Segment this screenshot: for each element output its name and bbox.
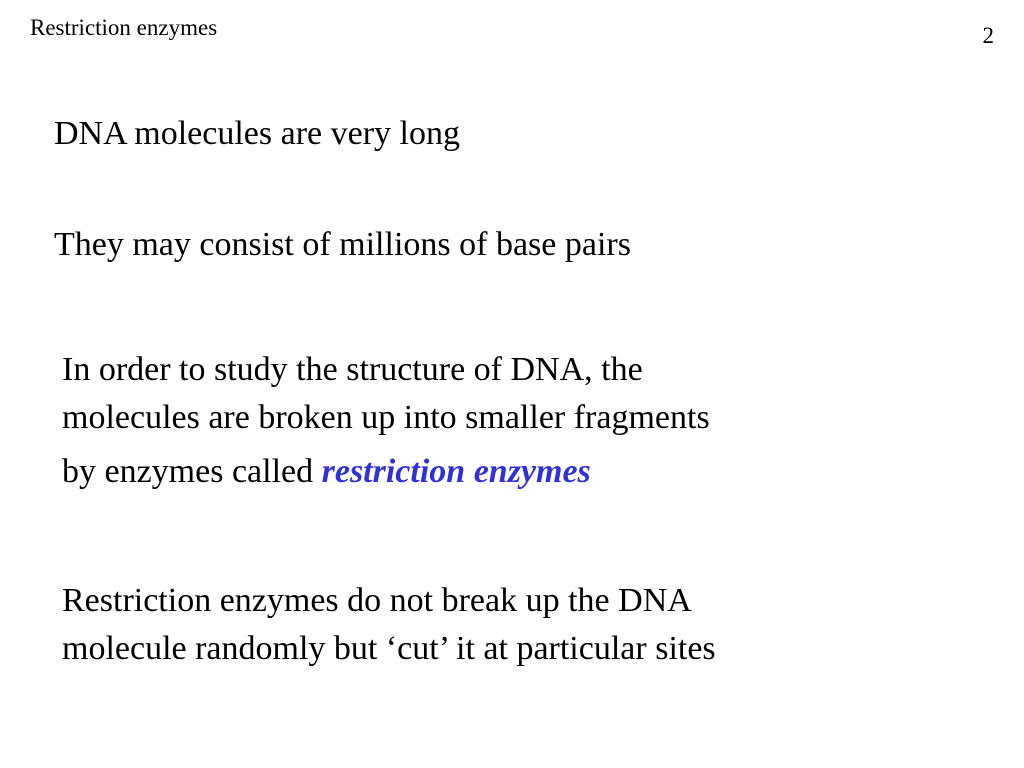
paragraph-cut-sites bbox=[62, 577, 716, 673]
paragraph-line: In order to study the structure of DNA, the bbox=[62, 351, 643, 388]
paragraph-line bbox=[62, 448, 710, 496]
paragraph-line: Restriction enzymes do not break up the DNA bbox=[62, 582, 692, 619]
restriction-enzymes-emphasis: restriction enzymes bbox=[321, 453, 591, 490]
paragraph-dna-long: DNA molecules are very long bbox=[54, 115, 460, 152]
paragraph-study-structure bbox=[62, 346, 710, 496]
page-number: 2 bbox=[982, 23, 994, 48]
slide-header-title: Restriction enzymes bbox=[30, 15, 218, 40]
paragraph-base-pairs: They may consist of millions of base pairs bbox=[54, 226, 631, 263]
paragraph-line: molecule randomly but ‘cut’ it at particular sites bbox=[62, 630, 716, 667]
paragraph-line: molecules are broken up into smaller fragments bbox=[62, 399, 710, 436]
paragraph-line-prefix: by enzymes called bbox=[62, 453, 322, 490]
